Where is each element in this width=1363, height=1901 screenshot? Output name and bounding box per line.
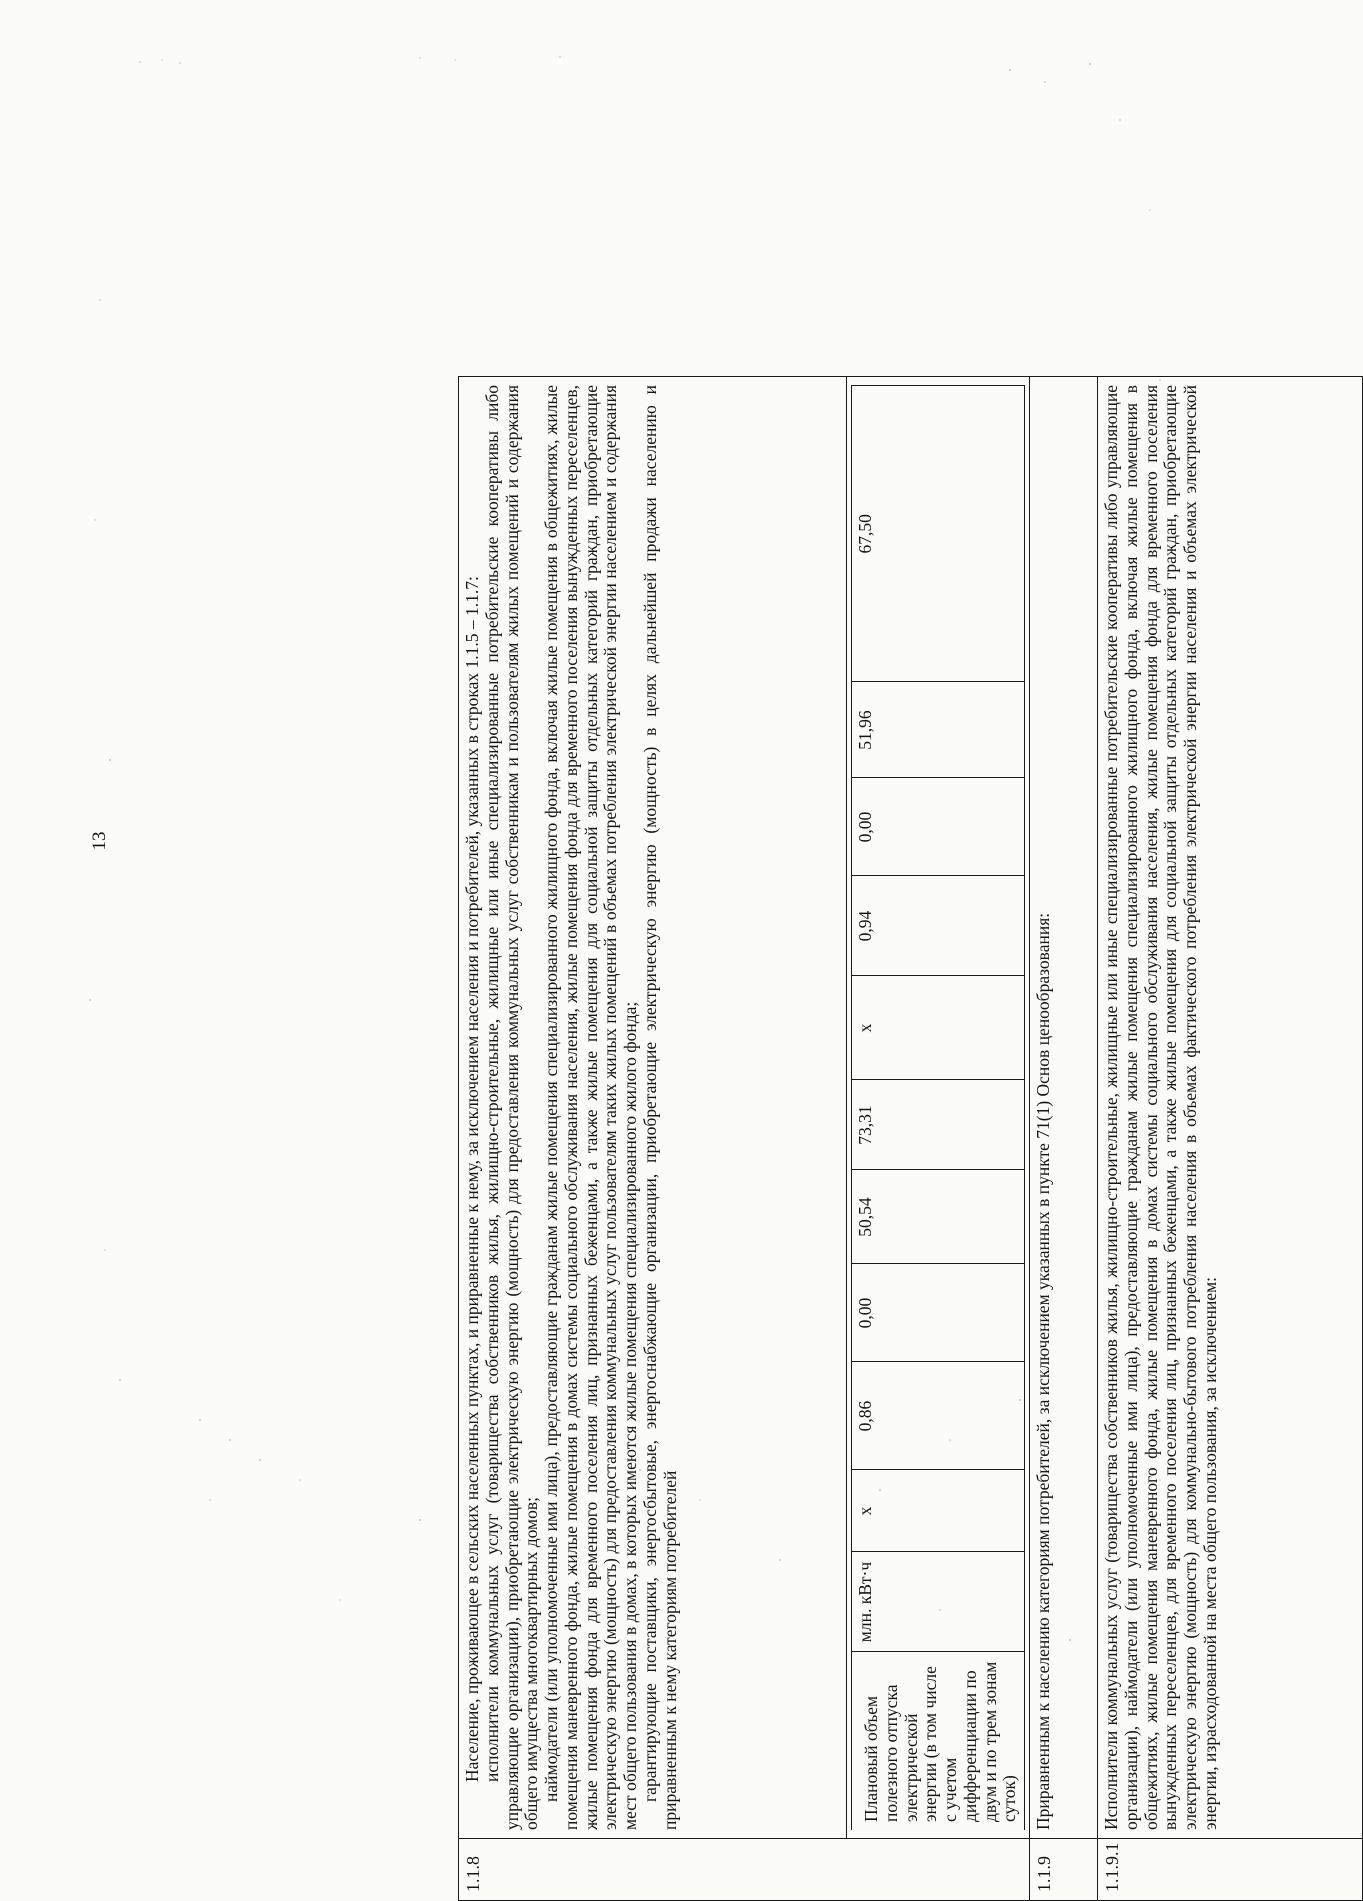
row-1-1-9-text (1029, 376, 1097, 1838)
row-number-1-1-9: 1.1.9 (1029, 1838, 1097, 1900)
row-1-1-9-1 (1097, 376, 1362, 1900)
volume-row-cells (846, 376, 1029, 1838)
volume-label: Плановый объем полезного отпуска электрической энергии (в том числе с учетом дифференциации по двум и по трем зонам суток) (851, 1652, 1024, 1830)
volume-value-5: 73,31 (851, 1080, 1024, 1170)
paragraph-executors: исполнители коммунальных услуг (товарищества собственников жилья, жилищно-строительные, жилищные или иные специализированные потребительские кооперативы либо управляющие организации), приобретающие электрическую энергию (мощность) для предоставления коммунальных услуг собственникам и пользователям жилых помещений и содержания общего имущества многоквартирных домов; (481, 384, 541, 1830)
volume-value-4: 50,54 (851, 1170, 1024, 1264)
volume-value-10: 67,50 (851, 385, 1024, 682)
volume-value-1: х (851, 1470, 1024, 1552)
volume-subtable (851, 385, 1025, 1830)
paragraph-1-1-9: Приравненным к населению категориям потребителей, за исключением указанных в пункте 71(1) Основ ценообразования: (1032, 912, 1053, 1830)
volume-value-2: 0,86 (851, 1362, 1024, 1470)
volume-value-8: 0,00 (851, 778, 1024, 876)
volume-value-6: х (851, 976, 1024, 1080)
heading-1-1-8: Население, проживающее в сельских населенных пунктах, и приравненные к нему, за исключением населения и потребителей, указанных в строках 1.1.5 – 1.1.7: (461, 575, 482, 1782)
page-number: 13 (89, 831, 110, 851)
paragraph-suppliers: гарантирующие поставщики, энергосбытовые, энергоснабжающие организации, приобретающие электрическую энергию (мощность) в целях дальнейшей продажи населению и приравненным к нему категориям потребителей (639, 384, 680, 1830)
volume-value-9: 51,96 (851, 682, 1024, 778)
row-1-1-9 (1029, 376, 1097, 1900)
volume-value-3: 0,00 (851, 1264, 1024, 1362)
paragraph-1-1-9-1: Исполнители коммунальных услуг (товарищества собственников жилья, жилищно-строительные, жилищные или иные специализированные потребительские кооперативы либо управляющие организации), наймодатели (или уполномоченные ими лица), предоставляющие гражданам жилые помещения специализированного жилищного фонда, включая жилые помещения в общежитиях, жилые помещения маневренного фонда, жилые помещения в домах системы социального обслуживания населения, жилые помещения фонда для временного поселения вынужденных переселенцев, для временного поселения лиц, признанных беженцами, а также жилые помещения для социальной защиты отдельных категорий граждан, приобретающие электрическую энергию (мощность) для коммунально-бытового потребления населения в объемах фактического потребления электрической энергии населения и объемах электрической энергии, израсходованной на места общего пользования, за исключением: (1100, 384, 1220, 1830)
rotated-page-table (458, 376, 1363, 1901)
volume-row (846, 376, 1029, 1900)
row-1-1-8 (458, 376, 846, 1900)
volume-unit: млн. кВт·ч (851, 1552, 1024, 1652)
row-number-1-1-9-1: 1.1.9.1 (1097, 1838, 1362, 1900)
row-number-1-1-8: 1.1.8 (458, 1838, 1029, 1900)
row-1-1-9-1-text (1097, 376, 1362, 1838)
volume-value-7: 0,94 (851, 876, 1024, 976)
paragraph-landlords: наймодатели (или уполномоченные ими лица), предоставляющие гражданам жилые помещения специализированного жилищного фонда, включая жилые помещения в общежитиях, жилые помещения маневренного фонда, жилые помещения в домах системы социального обслуживания населения, жилые помещения фонда для временного поселения вынужденных переселенцев, жилые помещения фонда для временного поселения лиц, признанных беженцами, а также жилые помещения для социальной защиты отдельных категорий граждан, приобретающие электрическую энергию (мощность) для предоставления коммунальных услуг пользователям таких жилых помещений в объемах потребления электрической энергии населением и содержания мест общего пользования в домах, в которых имеются жилые помещения специализированного жилого фонда; (540, 384, 640, 1830)
row-1-1-8-text (458, 376, 846, 1838)
tariff-table (458, 376, 1363, 1901)
